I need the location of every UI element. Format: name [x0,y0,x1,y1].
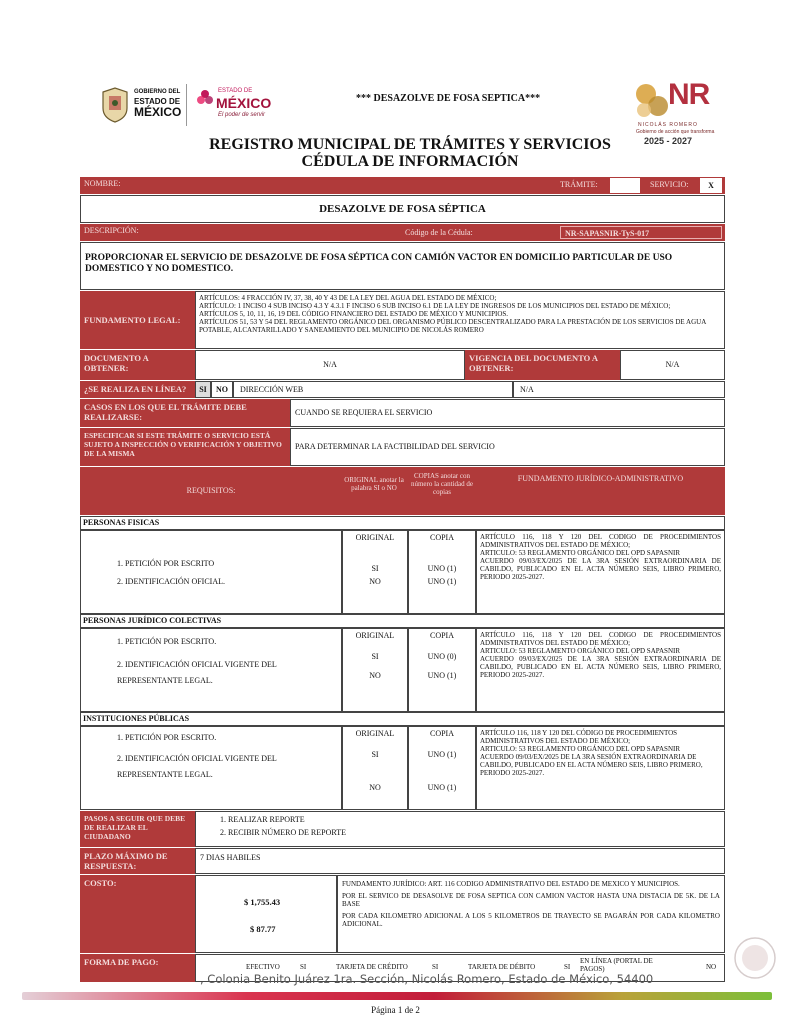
state-gov-line3: MÉXICO [134,105,182,119]
copia-value: UNO (1) [427,783,457,792]
pago-linea: EN LÍNEA (PORTAL DE PAGOS) [580,957,653,973]
coat-of-arms-icon [100,86,130,124]
pago-debito-value: SI [564,963,571,971]
footer-color-bar [22,992,772,1000]
tramite-checkbox[interactable] [610,178,640,193]
web-label: DIRECCIÓN WEB [233,381,513,398]
servicio-label: SERVICIO: [650,180,689,189]
group-instituciones-publicas-copia [408,726,476,810]
edomex-tagline: El poder de servir [218,112,266,118]
state-gov-line2: ESTADO DE [134,97,181,106]
copia-value: UNO (1) [427,671,457,680]
tramite-label: TRÁMITE: [560,180,598,189]
fundamento-label: FUNDAMENTO LEGAL: [80,291,195,349]
group-juridico-colectivas-original [342,628,408,712]
pago-credito-value: SI [432,963,439,971]
fundamento-line-2: ARTÍCULO: 1 INCISO 4 SUB INCISO 4.3 Y 4.3.1 F INCISO 6 SUB INCISO 6.1 DE LA LEY DE INGRESOS DE LOS MUNICIPIOS DEL ESTADO DE MÉXICO; [199,302,671,310]
costo-desc-1: POR EL SERVICO DE DESASOLVE DE FOSA SEPTICA CON CAMION VACTOR HASTA UNA DISTACIA DE 5K. DE LA BASE [342,892,720,908]
list-item: 1. PETICIÓN POR ESCRITO. [117,637,217,646]
group-personas-fisicas-items [80,530,342,614]
page-number: Página 1 de 2 [371,1005,420,1015]
original-value: SI [371,564,379,573]
list-item: 2. IDENTIFICACIÓN OFICIAL VIGENTE DEL REPRESENTANTE LEGAL. [117,660,277,685]
costo-amount-2: $ 87.77 [250,924,276,934]
codigo-label: Código de la Cédula: [405,228,473,237]
casos-value: CUANDO SE REQUIERA EL SERVICIO [290,399,725,427]
list-item: 2. IDENTIFICACIÓN OFICIAL. [117,577,225,586]
fund-line: ARTICULO: 53 REGLAMENTO ORGÁNICO DEL OPD SAPASNIR [480,549,680,557]
pago-label: FORMA DE PAGO: [80,954,195,982]
watermark-seal-icon [732,935,778,981]
pago-linea-value: NO [706,963,717,971]
group-personas-fisicas-copia [408,530,476,614]
costo-desc-2: POR CADA KILOMETRO ADICIONAL A LOS 5 KILOMETROS DE TRAYECTO SE PAGARÁN POR CADA KILOMETRO ADICIONAL. [342,912,720,928]
original-value: NO [369,577,381,586]
group-juridico-colectivas-copia [408,628,476,712]
fund-line: ARTÍCULO 116, 118 Y 120 DEL CODIGO DE PROCEDIMIENTOS ADMINISTRATIVOS DEL ESTADO DE MÉXICO; [480,533,721,549]
web-value: N/A [513,381,725,398]
servicio-checkbox[interactable]: X [700,178,722,193]
footer-address: , Colonia Benito Juárez 1ra. Sección, Nicolás Romero, Estado de México, 54400 [200,972,654,986]
requisitos-title: REQUISITOS: [186,486,236,495]
pago-debito: TARJETA DE DÉBITO [468,963,536,971]
original-value: NO [369,671,381,680]
group-personas-fisicas-title: PERSONAS FISICAS [80,516,725,530]
pago-efectivo: EFECTIVO [246,963,280,971]
list-item: 2. RECIBIR NÚMERO DE REPORTE [220,828,346,837]
fund-line: ARTÍCULO 116, 118 Y 120 DEL CODIGO DE PROCEDIMIENTOS ADMINISTRATIVOS DEL ESTADO DE MÉXICO; [480,631,721,647]
fundamento-line-3: ARTÍCULOS 5, 10, 11, 16, 19 DEL CÓDIGO FINANCIERO DEL ESTADO DE MÉXICO Y MUNICIPIOS. [199,310,509,318]
list-item: 1. PETICIÓN POR ESCRITO [117,559,215,568]
list-item: 2. IDENTIFICACIÓN OFICIAL VIGENTE DEL REPRESENTANTE LEGAL. [117,754,277,779]
nombre-label: NOMBRE: [84,179,121,188]
fund-line: ACUERDO 09/03/EX/2025 DE LA 3RA SESIÓN EXTRAORDINARIA DE CABILDO, PUBLICADO EN EL ACTA NÚMERO SEIS, LIBRO PRIMERO, PERIODO 2025-2027. [480,753,703,777]
fundamento-text [195,291,725,349]
list-item: 1. PETICIÓN POR ESCRITO. [117,733,217,742]
group-instituciones-publicas-items [80,726,342,810]
original-col-title: ORIGINAL [355,631,395,640]
original-value: SI [371,750,379,759]
vigencia-value: N/A [620,350,725,380]
copia-value: UNO (0) [427,652,457,661]
copia-value: UNO (1) [427,564,457,573]
group-personas-fisicas-original [342,530,408,614]
documento-label: DOCUMENTO A OBTENER: [80,350,195,380]
flower-icon [196,88,214,110]
document-title: *** DESAZOLVE DE FOSA SEPTICA*** [356,93,541,104]
edomex-line2: MÉXICO [216,95,272,111]
descripcion-label: DESCRIPCIÓN: [84,226,139,235]
costo-amounts [195,875,337,953]
copia-col-title: COPIA [429,631,454,640]
inspeccion-value: PARA DETERMINAR LA FACTIBILIDAD DEL SERVICIO [290,428,725,466]
costo-descriptions [337,875,725,953]
nr-years: 2025 - 2027 [644,136,693,146]
fund-line: ARTICULO: 53 REGLAMENTO ORGÁNICO DEL OPD SAPASNIR [480,647,680,655]
fundamento-header: FUNDAMENTO JURÍDICO-ADMINISTRATIVO [517,474,684,483]
copia-value: UNO (1) [427,577,457,586]
group-personas-fisicas-fundamento [476,530,725,614]
plazo-label: PLAZO MÁXIMO DE RESPUESTA: [80,848,195,874]
original-col-title: ORIGINAL [355,533,395,542]
page-title: REGISTRO MUNICIPAL DE TRÁMITES Y SERVICIOS [209,136,611,153]
original-col-title: ORIGINAL [355,729,395,738]
en-linea-label: ¿SE REALIZA EN LÍNEA? [80,381,195,398]
group-juridico-colectivas-title: PERSONAS JURÍDICO COLECTIVAS [80,614,725,628]
fundamento-line-1: ARTÍCULOS: 4 FRACCIÓN IV, 37, 38, 40 Y 43 DE LA LEY DEL AGUA DEL ESTADO DE MÉXICO; [199,294,497,302]
vigencia-label: VIGENCIA DEL DOCUMENTO A OBTENER: [465,350,620,380]
group-juridico-colectivas-items [80,628,342,712]
codigo-value: NR-SAPASNIR-TyS-017 [560,226,722,239]
state-government-logo [100,84,184,126]
description-text: PROPORCIONAR EL SERVICIO DE DESAZOLVE DE FOSA SÉPTICA CON CAMIÓN VACTOR EN DOMICILIO PARTICULAR DE USO DOMESTICO Y NO DOMESTICO. [80,242,725,290]
documento-value: N/A [195,350,465,380]
pago-efectivo-value: SI [300,963,307,971]
fund-line: ARTICULO: 53 REGLAMENTO ORGÁNICO DEL OPD SAPASNIR [480,745,680,753]
copia-col-title: COPIA [429,729,454,738]
costo-fundamento: FUNDAMENTO JURÍDICO: ART. 116 CODIGO ADMINISTRATIVO DEL ESTADO DE MEXICO Y MUNICIPIOS. [342,880,680,888]
copia-col-title: COPIA [429,533,454,542]
original-value: SI [371,652,379,661]
pasos-list [195,811,725,847]
edomex-line1: ESTADO DE [218,88,253,94]
fund-line: ACUERDO 09/03/EX/2025 DE LA 3RA SESIÓN EXTRAORDINARIA DE CABILDO, PUBLICADO EN EL ACTA NÚMERO SEIS, LIBRO PRIMERO, PERIODO 2025-2027. [480,557,721,581]
copia-value: UNO (1) [427,750,457,759]
page-subtitle: CÉDULA DE INFORMACIÓN [301,153,519,170]
costo-amount-1: $ 1,755.43 [244,897,281,907]
en-linea-si[interactable]: SI [195,381,211,398]
nr-line2: Gobierno de acción que transforma [636,129,715,135]
casos-label: CASOS EN LOS QUE EL TRÁMITE DEBE REALIZARSE: [80,399,290,427]
pago-credito: TARJETA DE CRÉDITO [336,963,408,971]
pasos-label: PASOS A SEGUIR QUE DEBE DE REALIZAR EL CIUDADANO [80,811,195,847]
plazo-value: 7 DIAS HABILES [195,848,725,874]
group-juridico-colectivas-fundamento [476,628,725,712]
group-instituciones-publicas-original [342,726,408,810]
state-gov-line1: GOBIERNO DEL [134,89,181,95]
inspeccion-label: ESPECIFICAR SI ESTE TRÁMITE O SERVICIO ESTÁ SUJETO A INSPECCIÓN O VERIFICACIÓN Y OBJETIVO DE LA MISMA [80,428,290,466]
original-value: NO [369,783,381,792]
group-instituciones-publicas-fundamento [476,726,725,810]
costo-label: COSTO: [80,875,195,953]
logo-divider [186,84,187,126]
group-instituciones-publicas-title: INSTITUCIONES PÚBLICAS [80,712,725,726]
nr-line1: NICOLÁS ROMERO [638,122,698,128]
copias-header: COPIAS anotar con número la cantidad de copias [410,472,473,496]
service-name: DESAZOLVE DE FOSA SÉPTICA [80,195,725,223]
fund-line: ARTÍCULO 116, 118 Y 120 DEL CÓDIGO DE PROCEDIMIENTOS ADMINISTRATIVOS DEL ESTADO DE MÉXICO; [480,729,678,745]
original-header: ORIGINAL anotar la palabra SI o NO [344,476,404,492]
fund-line: ACUERDO 09/03/EX/2025 DE LA 3RA SESIÓN EXTRAORDINARIA DE CABILDO, PUBLICADO EN EL ACTA NÚMERO SEIS, LIBRO PRIMERO, PERIODO 2025-2027. [480,655,721,679]
en-linea-no[interactable]: NO [211,381,233,398]
list-item: 1. REALIZAR REPORTE [220,815,305,824]
nr-logo-letters: NR [668,78,710,111]
fundamento-line-4: ARTÍCULOS 51, 53 Y 54 DEL REGLAMENTO ORGÁNICO DEL ORGANISMO PÚBLICO DESCENTRALIZADO PARA LA PRESTACIÓN DE LOS SERVICIOS DE AGUA POTABLE, ALCANTARILLADO Y SANEAMIENTO DEL MUNICIPIO DE NICOLÁS ROMERO [199,318,706,334]
edomex-logo [196,84,288,126]
